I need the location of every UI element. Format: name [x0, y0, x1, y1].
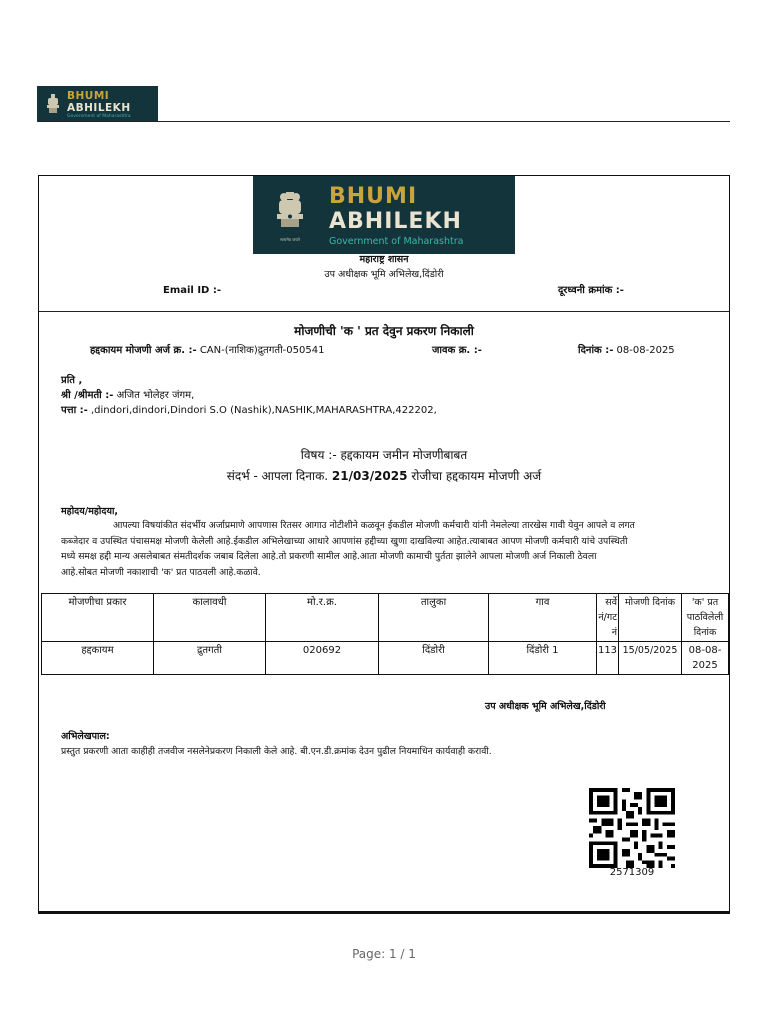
table-row	[42, 642, 729, 675]
outward-number-label: जावक क्र. :-	[432, 345, 482, 356]
table-header-cell: 'क' प्रत पाठविलेली दिनांक	[682, 594, 729, 642]
reference-prefix: संदर्भ - आपला दिनाक.	[226, 469, 329, 483]
notice-date-label: दिनांक :-	[578, 345, 614, 356]
table-header-cell: गाव	[489, 594, 597, 642]
record-keeper-label: अभिलेखपाल:	[61, 731, 110, 742]
phone-label: दूरध्वनी क्रमांक :-	[558, 285, 624, 296]
brand-subtitle: Government of Maharashtra	[67, 113, 131, 119]
table-cell: द्रुतगती	[154, 642, 266, 675]
body-line-3: मध्ये समक्ष हद्दी मान्य असलेबाबत संमतीदर्शक जबाब दिलेला आहे.तो प्रकरणी सामील आहे.आता मोजणी कामाची पुर्तता झालेने आपला मोजणी अर्ज निकाली ठेवला	[61, 551, 597, 562]
reference-date: 21/03/2025	[331, 469, 408, 483]
record-keeper-note: प्रस्तुत प्रकरणी आता काहीही तजवीज नसलेनेप्रकरण निकाली केले आहे. बी.एन.डी.क्रमांक देउन पुढील नियमाधिन कार्यवाही करावी.	[61, 746, 492, 757]
salutation: महोदय/महोदया,	[61, 506, 119, 517]
body-paragraph	[61, 518, 727, 580]
notice-title: मोजणीची 'क ' प्रत देवुन प्रकरण निकाली	[294, 324, 474, 338]
qr-code-number: 2571309	[609, 867, 655, 878]
recipient-address	[61, 403, 437, 419]
application-number	[90, 343, 324, 359]
page-number: Page: 1 / 1	[352, 947, 416, 961]
emblem-motto: सत्यमेव जयते	[280, 236, 300, 242]
table-cell: 020692	[266, 642, 379, 675]
email-label: Email ID :-	[163, 285, 221, 296]
table-header-cell: कालावधी	[154, 594, 266, 642]
brand-word-2: ABHILEKH	[67, 101, 131, 114]
signatory-designation: उप अधीक्षक भूमि अभिलेख,दिंडोरी	[485, 701, 606, 712]
subject-line: विषय :- हद्दकायम जमीन मोजणीबाबत	[300, 448, 468, 462]
ashoka-emblem-icon	[45, 92, 61, 116]
table-cell: 113	[597, 642, 619, 675]
reference-suffix: रोजीचा हद्दकायम मोजणी अर्ज	[411, 469, 542, 483]
recipient-name-label: श्री /श्रीमती :-	[61, 390, 114, 401]
recipient-prati: प्रति ,	[61, 375, 83, 386]
body-line-1: आपल्या विषयांकीत संदर्भीय अर्जाप्रमाणे आपणास रितसर आगाउ नोटीशीने कळवून ईकडील मोजणी कर्मचारी यांनी नेमलेल्या तारखेस गावी येवुन आपले व लगत	[113, 520, 635, 531]
table-cell: 15/05/2025	[619, 642, 682, 675]
govt-title: महाराष्ट्र शासन	[359, 254, 409, 265]
recipient-address-value: ,dindori,dindori,Dindori S.O (Nashik),NASHIK,MAHARASHTRA,422202,	[91, 405, 437, 416]
application-number-value: CAN-(नाशिक)द्रुतगती-050541	[199, 345, 325, 356]
recipient-name	[61, 388, 194, 404]
table-cell: हद्दकायम	[42, 642, 154, 675]
recipient-address-label: पत्ता :-	[61, 405, 88, 416]
header-logo-small	[37, 86, 158, 122]
brand-word-1: BHUMI	[67, 89, 110, 102]
section-divider	[39, 311, 729, 312]
reference-line	[0, 467, 768, 485]
qr-code-icon	[589, 788, 675, 868]
notice-date-value: 08-08-2025	[616, 345, 675, 356]
table-cell: 08-08-2025	[682, 642, 729, 675]
table-header-cell: मोजणीचा प्रकार	[42, 594, 154, 642]
header-rule	[38, 121, 730, 122]
table-header-cell: मोजणी दिनांक	[619, 594, 682, 642]
office-name: उप अधीक्षक भूमि अभिलेख,दिंडोरी	[324, 269, 444, 280]
table-cell: दिंडोरी 1	[489, 642, 597, 675]
table-header-row	[42, 594, 729, 642]
survey-table	[41, 593, 729, 675]
brand-subtitle-large: Government of Maharashtra	[329, 235, 464, 247]
brand-word-1-large: BHUMI	[329, 183, 418, 209]
recipient-name-value: अजित भोलेहर जंगम,	[116, 390, 195, 401]
header-logo-large	[253, 176, 515, 254]
notice-date	[578, 343, 675, 359]
application-number-label: हद्दकायम मोजणी अर्ज क्र. :-	[90, 345, 197, 356]
table-cell: दिंडोरी	[379, 642, 489, 675]
body-line-4: आहे.सोबत मोजणी नकाशाची 'क' प्रत पाठवली आहे.कळावे.	[61, 566, 261, 578]
table-header-cell: तालुका	[379, 594, 489, 642]
table-header-cell: सर्वे नं/गट नं	[597, 594, 619, 642]
table-header-cell: मो.र.क्र.	[266, 594, 379, 642]
ashoka-emblem-icon-large	[273, 188, 307, 243]
brand-word-2-large: ABHILEKH	[329, 208, 462, 234]
body-line-2: कब्जेदार व उपस्थित पंचासमक्ष मोजणी केलेली आहे.ईकडील अभिलेखाच्या आधारे आपणांस हद्दीच्या खुणा दाखविल्या आहेत.त्याबाबत आपण मोजणी कर्मचारी यांचे उपस्थिती	[61, 535, 628, 547]
